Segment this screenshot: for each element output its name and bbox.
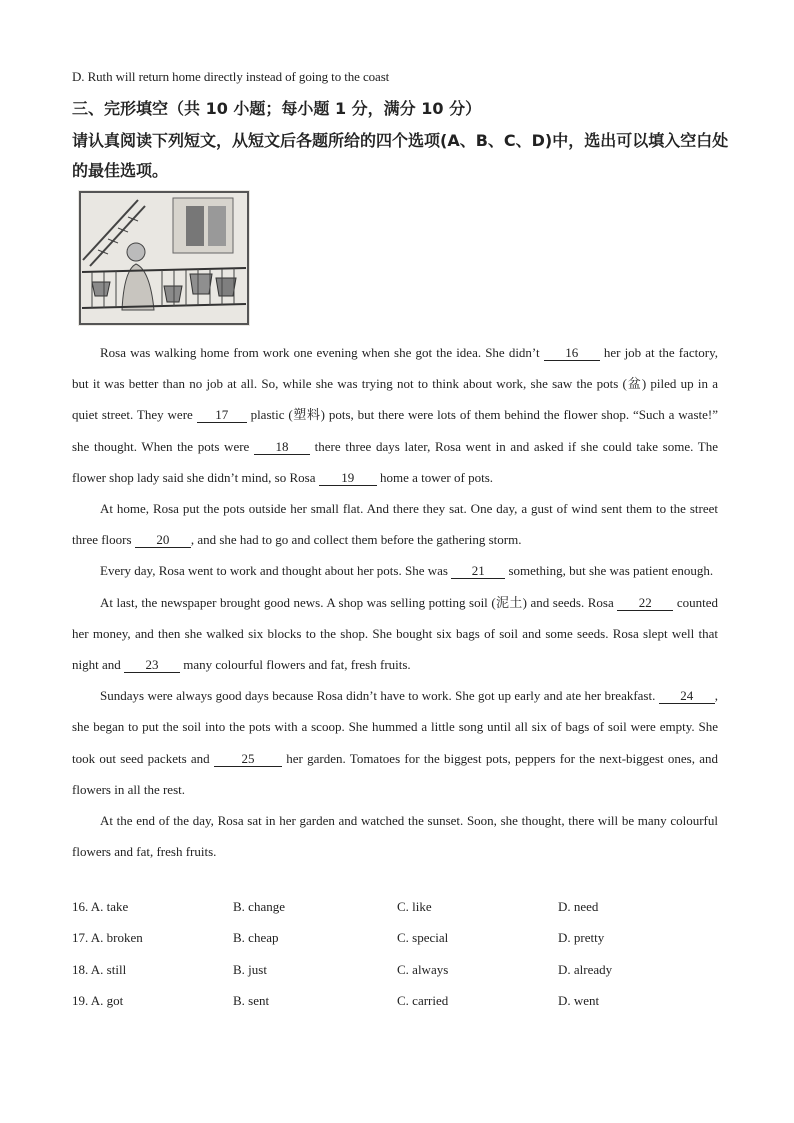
section-heading: 三、完形填空（共 10 小题；每小题 1 分，满分 10 分） (72, 99, 482, 118)
option-c: C. always (397, 961, 449, 977)
blank-23: 23 (124, 657, 180, 673)
paragraph-text: At last, the newspaper brought good news. A shop was selling potting soil (泥土) and seeds. Rosa (100, 594, 618, 610)
paragraph-text: At the end of the day, Rosa sat in her garden and watched the sunset. Soon, she thought, there will be many colourful flowers and fat, fresh fruits. (72, 813, 718, 860)
paragraph-text: At home, Rosa put the pots outside her small flat. And there they sat. One day, a gust of wind sent them to the street three floors (72, 501, 718, 548)
question-options (72, 899, 722, 1024)
option-d: D. already (558, 961, 613, 977)
cloze-passage (72, 337, 718, 867)
passage-illustration (78, 190, 250, 326)
option-d: D. pretty (558, 930, 605, 946)
blank-20: 20 (135, 532, 191, 548)
paragraph-text: , she began to put the soil into the pots with a scoop. She hummed a little song until all six of bags of soil were empty. She took out seed packets and (72, 688, 718, 766)
option-b: B. sent (233, 992, 270, 1008)
paragraph-text: Rosa was walking home from work one evening when she got the idea. She didn’t (100, 345, 544, 360)
blank-21: 21 (451, 563, 505, 579)
paragraph-5 (72, 680, 718, 805)
blank-22: 22 (617, 595, 673, 611)
question-row-18 (72, 962, 722, 993)
option-c: C. special (397, 930, 449, 946)
paragraph-text: Sundays were always good days because Rosa didn’t have to work. She got up early and ate her breakfast. (100, 688, 659, 704)
paragraph-text: plastic (塑料) pots, but there were lots of them behind the flower shop. “Such a waste!” she thought. When the pots were (72, 407, 718, 454)
option-a: 17. A. broken (72, 930, 143, 946)
paragraph-4 (72, 587, 718, 681)
previous-question-option: D. Ruth will return home directly instead of going to the coast (72, 69, 390, 84)
option-b: B. just (233, 961, 267, 977)
question-row-19 (72, 993, 722, 1024)
paragraph-text: many colourful flowers and fat, fresh fruits. (180, 657, 411, 673)
option-c: C. carried (397, 992, 449, 1008)
blank-24: 24 (659, 688, 715, 704)
question-row-16 (72, 899, 722, 930)
option-a: 19. A. got (72, 992, 124, 1008)
paragraph-text: Every day, Rosa went to work and thought about her pots. She was (100, 563, 452, 579)
paragraph-2 (72, 493, 718, 555)
paragraph-6 (72, 805, 718, 867)
paragraph-text: counted her money, and then she walked six blocks to the shop. She bought six bags of soil and some seeds. Rosa slept well that night and (72, 594, 718, 673)
paragraph-3 (72, 555, 718, 586)
paragraph-1 (72, 337, 718, 493)
option-d: D. went (558, 992, 600, 1008)
option-a: 18. A. still (72, 961, 127, 977)
option-a: 16. A. take (72, 899, 129, 914)
blank-19: 19 (319, 470, 377, 486)
paragraph-text: , and she had to go and collect them before the gathering storm. (190, 532, 522, 548)
blank-25: 25 (214, 751, 282, 767)
paragraph-text: her job at the factory, but it was better than no job at all. So, while she was trying not to think about work, she saw the pots (盆) piled up in a quiet street. They were (72, 345, 718, 423)
section-instruction: 请认真阅读下列短文，从短文后各题所给的四个选项(A、B、C、D)中，选出可以填入空白处的最佳选项。 (72, 131, 729, 180)
option-c: C. like (397, 899, 432, 914)
paragraph-text: her garden. Tomatoes for the biggest pots, peppers for the next-biggest ones, and flowers in all the rest. (72, 750, 719, 797)
blank-17: 17 (197, 407, 247, 423)
question-row-17 (72, 930, 722, 961)
option-b: B. change (233, 899, 285, 914)
paragraph-text: home a tower of pots. (376, 469, 494, 485)
option-b: B. cheap (233, 930, 279, 946)
paragraph-text: something, but she was patient enough. (505, 563, 714, 579)
blank-16: 16 (544, 345, 600, 361)
option-d: D. need (558, 899, 599, 914)
blank-18: 18 (254, 439, 310, 455)
paragraph-text: there three days later, Rosa went in and asked if she could take some. The flower shop lady said she didn’t mind, so Rosa (72, 438, 719, 485)
